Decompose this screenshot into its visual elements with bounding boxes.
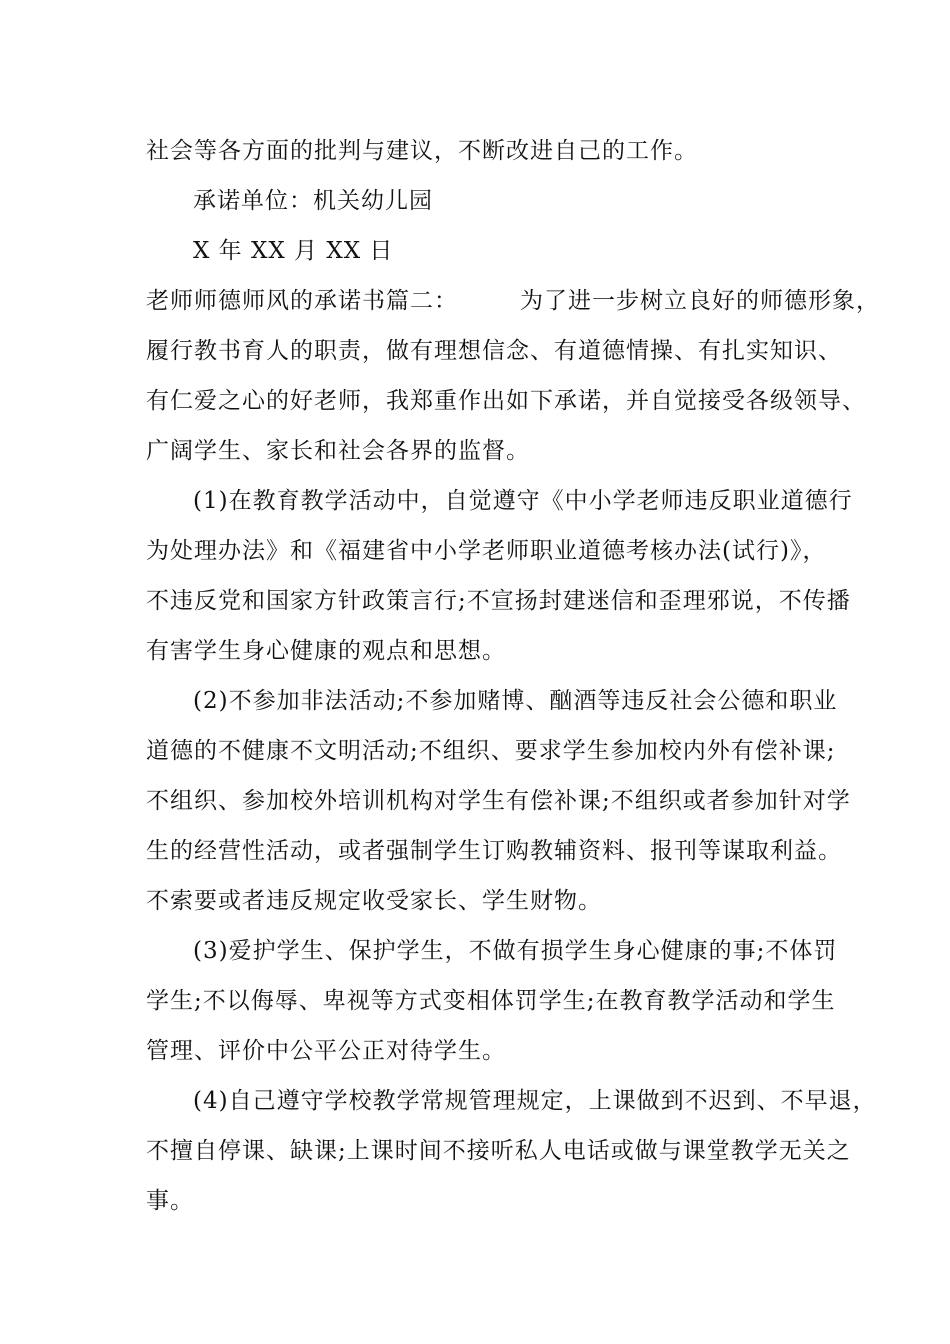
text-line: 广阔学生、家长和社会各界的监督。 [146, 438, 530, 464]
text-line: (1)在教育教学活动中，自觉遵守《中小学老师违反职业道德行 [193, 488, 853, 514]
text-line: 履行教书育人的职责，做有理想信念、有道德情操、有扎实知识、 [146, 338, 842, 364]
text-line: (3)爱护学生、保护学生，不做有损学生身心健康的事;不体罚 [193, 938, 838, 964]
text-line: 管理、评价中公平公正对待学生。 [146, 1038, 506, 1064]
text-line: 有仁爱之心的好老师，我郑重作出如下承诺，并自觉接受各级领导、 [146, 388, 866, 414]
text-line: 不索要或者违反规定收受家长、学生财物。 [146, 888, 602, 914]
text-line: 不擅自停课、缺课;上课时间不接听私人电话或做与课堂教学无关之 [146, 1138, 851, 1164]
text-line: 不组织、参加校外培训机构对学生有偿补课;不组织或者参加针对学 [146, 788, 851, 814]
signature-date: X 年 XX 月 XX 日 [193, 238, 394, 264]
signature-unit: 承诺单位：机关幼儿园 [193, 188, 433, 214]
text-line: 社会等各方面的批判与建议，不断改进自己的工作。 [146, 138, 698, 164]
text-line: (4)自己遵守学校教学常规管理规定，上课做到不迟到、不早退， [193, 1088, 877, 1114]
text-line: 事。 [146, 1188, 194, 1214]
text-line: 为处理办法》和《福建省中小学老师职业道德考核办法(试行)》， [146, 538, 827, 564]
section-title: 老师师德师风的承诺书篇二： [146, 288, 458, 314]
text-line: 道德的不健康不文明活动;不组织、要求学生参加校内外有偿补课; [146, 738, 836, 764]
section-heading-line [146, 286, 880, 316]
text-line: 学生;不以侮辱、卑视等方式变相体罚学生;在教育教学活动和学生 [146, 988, 836, 1014]
text-line: 不违反党和国家方针政策言行;不宣扬封建迷信和歪理邪说，不传播 [146, 588, 851, 614]
paragraph-start: 为了进一步树立良好的师德形象， [520, 288, 880, 314]
text-line: 生的经营性活动，或者强制学生订购教辅资料、报刊等谋取利益。 [146, 838, 842, 864]
text-line: 有害学生身心健康的观点和思想。 [146, 638, 506, 664]
text-line: (2)不参加非法活动;不参加赌博、酗酒等违反社会公德和职业 [193, 688, 838, 714]
